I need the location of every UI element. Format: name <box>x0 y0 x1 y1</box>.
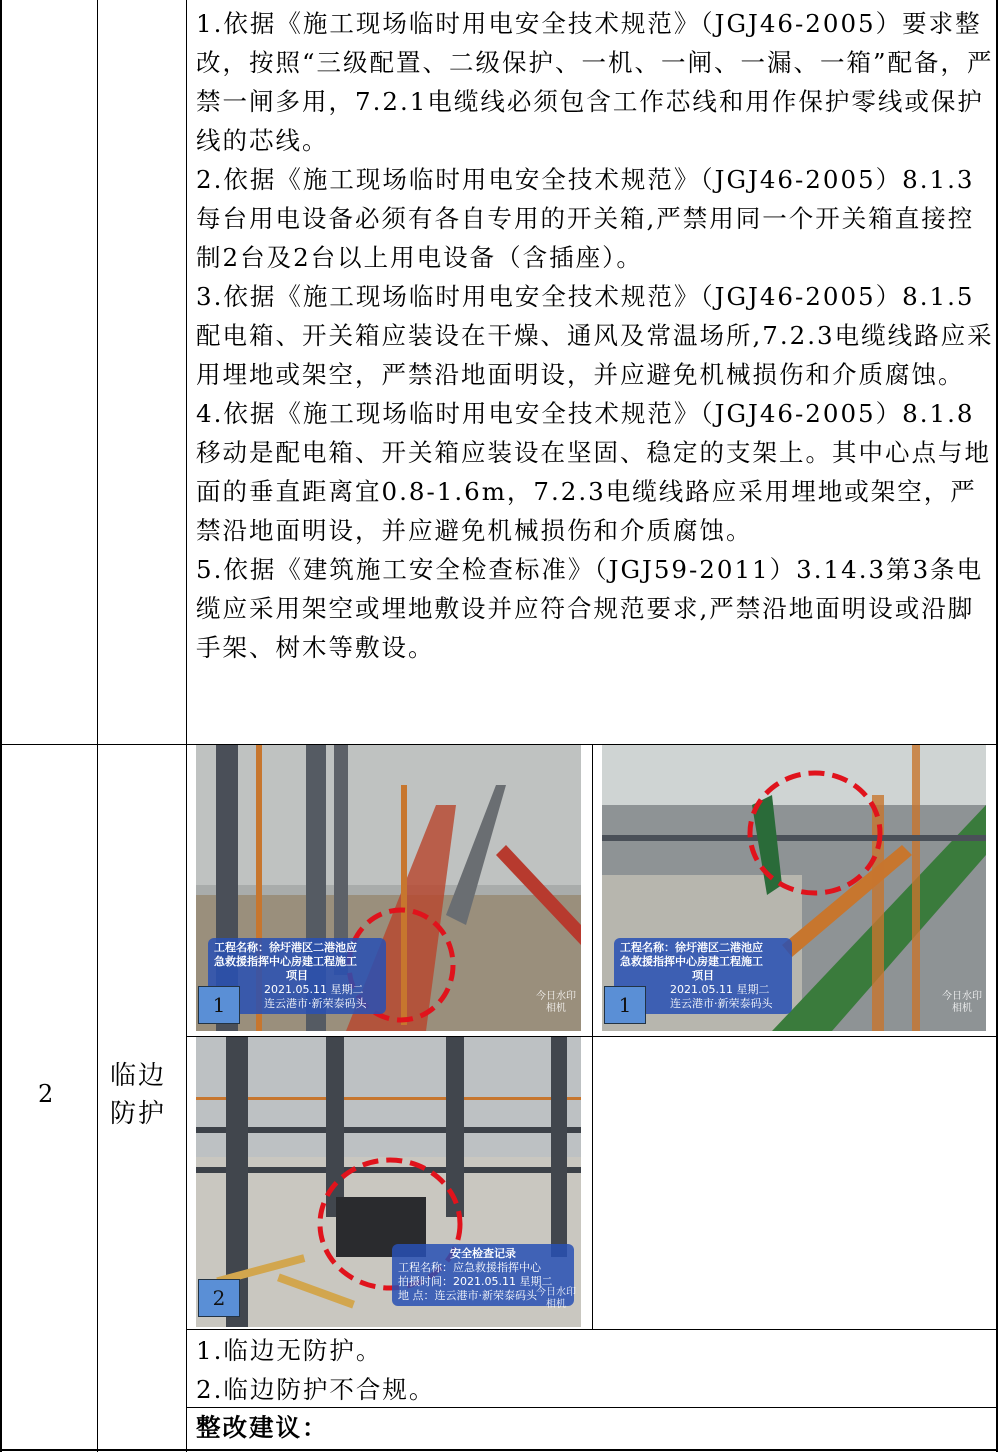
caption-line: 工程名称：应急救援指挥中心 <box>398 1261 541 1274</box>
caption-line: 急救援指挥中心房建工程施工 <box>214 955 357 968</box>
caption-line: 连云港市·新荣泰码头 <box>264 997 367 1010</box>
watermark-text: 相机 <box>546 1299 566 1310</box>
col-divider-1 <box>97 0 98 1452</box>
caption-line: 项目 <box>286 969 308 982</box>
caption-line: 安全检查记录 <box>450 1247 516 1260</box>
finding-item: 2.临边防护不合规。 <box>196 1375 436 1404</box>
site-photo-1 <box>196 745 581 1031</box>
row-number: 2 <box>38 1080 54 1108</box>
regulation-list <box>196 4 994 667</box>
regulation-item: 4.依据《施工现场临时用电安全技术规范》（JGJ46-2005）8.1.8移动是配电箱、开关箱应装设在坚固、稳定的支架上。其中心点与地面的垂直距离宜0.8-1.6m，7.2.3电缆线路应采用埋地或架空，严禁沿地面明设，并应避免机械损伤和介质腐蚀。 <box>196 399 991 545</box>
watermark-logo <box>942 991 982 1015</box>
caption-line: 工程名称：徐圩港区二港池应 <box>214 941 357 954</box>
border-right <box>996 0 998 1452</box>
finding-item: 1.临边无防护。 <box>196 1336 383 1365</box>
watermark-logo <box>536 991 576 1015</box>
regulation-item: 1.依据《施工现场临时用电安全技术规范》（JGJ46-2005）要求整改，按照“三级配置、二级保护、一机、一闸、一漏、一箱”配备，严禁一闸多用，7.2.1电缆线必须包含工作芯线和用作保护零线或保护线的芯线。 <box>196 9 994 155</box>
caption-line: 连云港市·新荣泰码头 <box>670 997 773 1010</box>
watermark-text: 今日水印 <box>536 1287 576 1298</box>
photo-badge: 1 <box>198 986 240 1024</box>
category-label: 临边防护 <box>110 1061 167 1129</box>
regulation-item: 5.依据《建筑施工安全检查标准》（JGJ59-2011）3.14.3第3条电缆应采用架空或埋地敷设并应符合规范要求,严禁沿地面明设或沿脚手架、树木等敷设。 <box>196 555 984 662</box>
photo-badge: 2 <box>198 1279 240 1317</box>
watermark-text: 今日水印 <box>942 991 982 1002</box>
site-photo-2 <box>602 745 986 1031</box>
findings-list <box>196 1331 435 1409</box>
watermark-text: 相机 <box>546 1003 566 1014</box>
caption-line: 2021.05.11 星期二 <box>670 983 770 996</box>
caption-line: 2021.05.11 星期二 <box>264 983 364 996</box>
regulation-item: 3.依据《施工现场临时用电安全技术规范》（JGJ46-2005）8.1.5配电箱、开关箱应装设在干燥、通风及常温场所,7.2.3电缆线路应采用埋地或架空，严禁沿地面明设，并应避免机械损伤和介质腐蚀。 <box>196 282 994 389</box>
photo-badge: 1 <box>604 986 646 1024</box>
photo-col-divider <box>592 744 593 1329</box>
watermark-text: 相机 <box>952 1003 972 1014</box>
caption-line: 地 点：连云港市·新荣泰码头 <box>398 1289 537 1302</box>
caption-line: 急救援指挥中心房建工程施工 <box>620 955 763 968</box>
watermark-logo <box>536 1287 576 1311</box>
watermark-text: 今日水印 <box>536 991 576 1002</box>
caption-line: 拍摄时间：2021.05.11 星期二 <box>398 1275 553 1288</box>
site-photo-3 <box>196 1037 581 1327</box>
border-bottom <box>0 1449 998 1451</box>
border-left <box>0 0 2 1452</box>
suggestion-label: 整改建议： <box>196 1413 329 1442</box>
caption-line: 工程名称：徐圩港区二港池应 <box>620 941 763 954</box>
regulation-item: 2.依据《施工现场临时用电安全技术规范》（JGJ46-2005）8.1.3每台用电设备必须有各自专用的开关箱,严禁用同一个开关箱直接控制2台及2台以上用电设备（含插座）。 <box>196 165 975 272</box>
col-divider-2 <box>186 0 187 1452</box>
findings-divider <box>186 1329 997 1330</box>
caption-line: 项目 <box>692 969 714 982</box>
